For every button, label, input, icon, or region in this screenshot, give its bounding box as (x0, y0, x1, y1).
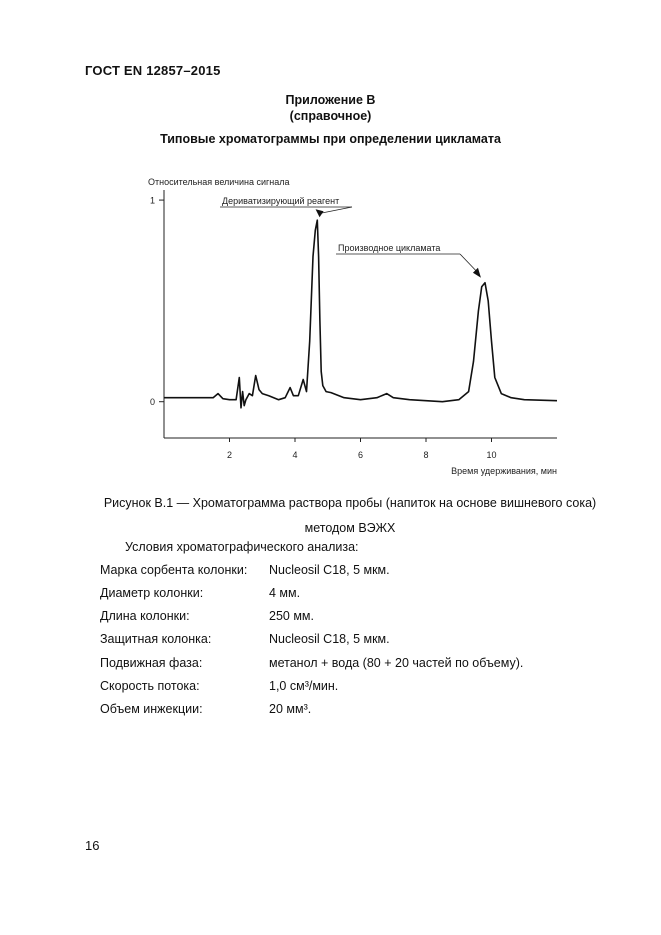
annex-note: (справочное) (289, 109, 372, 123)
x-axis-label: Время удерживания, мин (451, 466, 557, 476)
document-header: ГОСТ EN 12857–2015 (85, 63, 221, 78)
conditions-title: Условия хроматографического анализа: (125, 540, 359, 554)
x-tick-label: 8 (423, 450, 429, 460)
condition-label: Длина колонки: (100, 609, 190, 623)
annotation-leader-cyclamate (460, 254, 478, 273)
condition-value: 4 мм. (269, 586, 301, 600)
condition-label: Диаметр колонки: (100, 586, 204, 600)
condition-value: Nucleosil C18, 5 мкм. (269, 632, 390, 646)
condition-label: Защитная колонка: (100, 632, 212, 646)
condition-label: Подвижная фаза: (100, 656, 203, 670)
x-tick-label: 10 (486, 450, 497, 460)
figure-caption-line1: Рисунок В.1 — Хроматограмма раствора пробы (напиток на основе вишневого сока) (103, 496, 597, 510)
condition-value: 20 мм³. (269, 702, 312, 716)
x-tick-label: 4 (292, 450, 298, 460)
figure-caption (60, 491, 640, 541)
page-number: 16 (85, 838, 100, 853)
figure-caption-line2: методом ВЭЖХ (304, 521, 396, 535)
x-tick-label: 2 (226, 450, 233, 460)
annotation-label-cyclamate: Производное цикламата (338, 243, 441, 253)
y-axis-label: Относительная величина сигнала (148, 177, 290, 187)
annotation-label-reagent: Дериватизирующий реагент (222, 196, 340, 206)
condition-value: Nucleosil C18, 5 мкм. (269, 563, 390, 577)
section-title: Типовые хроматограммы при определении цикламата (160, 132, 501, 146)
condition-label: Марка сорбента колонки: (100, 563, 248, 577)
annotation-leader-reagent (321, 207, 352, 213)
condition-value: 250 мм. (269, 609, 314, 623)
condition-value: метанол + вода (80 + 20 частей по объему). (269, 656, 524, 670)
condition-value: 1,0 см³/мин. (269, 679, 339, 693)
y-tick-label: 0 (149, 397, 155, 408)
annex-title: Приложение В (285, 93, 376, 107)
condition-label: Скорость потока: (100, 679, 200, 693)
condition-label: Объем инжекции: (100, 702, 203, 716)
x-tick-label: 6 (357, 450, 364, 460)
y-tick-label: 1 (149, 195, 155, 206)
